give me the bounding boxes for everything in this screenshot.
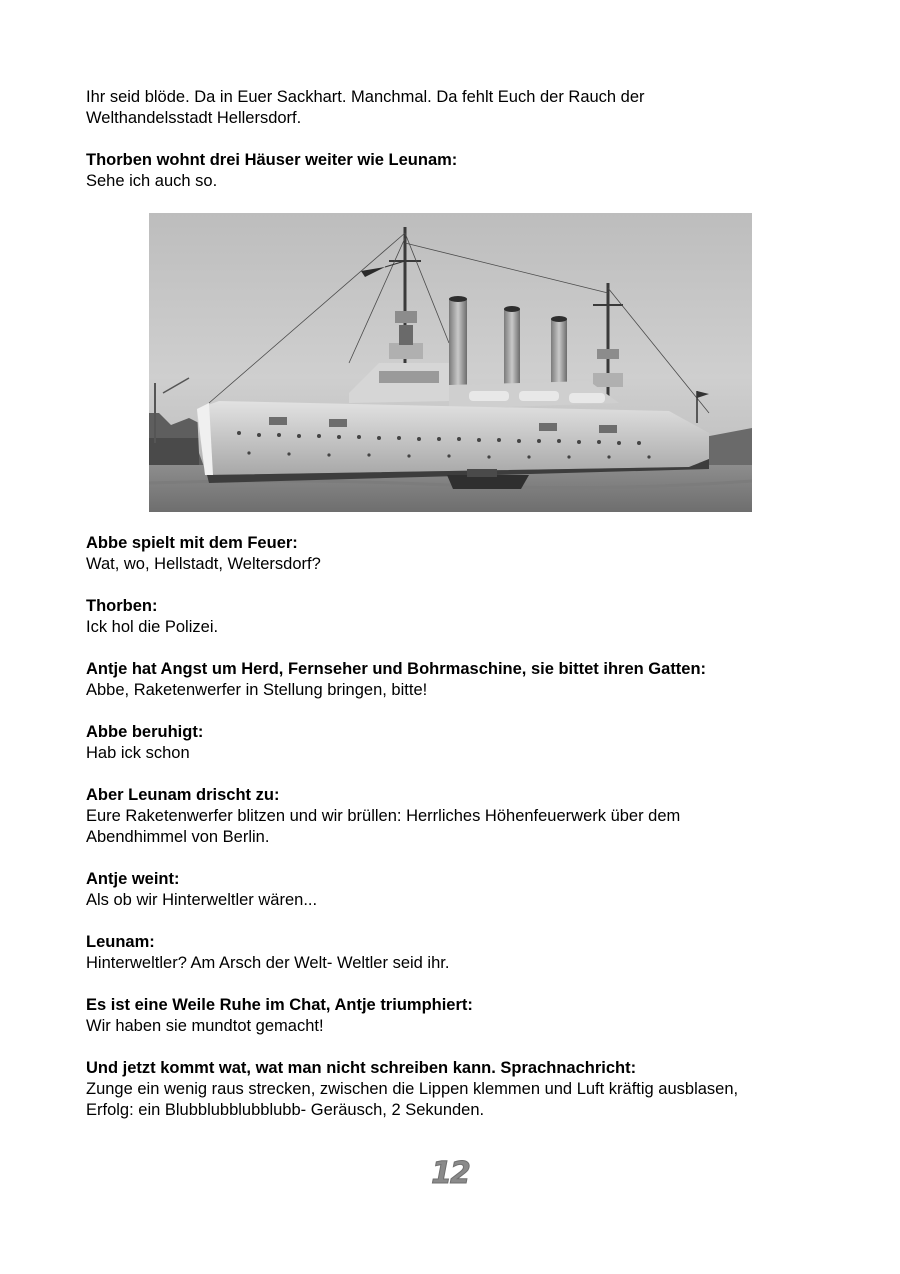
intro-line: Welthandelsstadt Hellersdorf. [86,109,302,127]
dialogue-line: Eure Raketenwerfer blitzen und wir brüllen: Herrliches Höhenfeuerwerk über dem [86,807,681,825]
dialogue-block [86,785,816,848]
speaker-heading: Leunam: [86,933,155,951]
speaker-heading: Abbe spielt mit dem Feuer: [86,534,298,552]
dialogue-block [86,722,816,764]
dialogue-block [86,869,816,911]
dialogue-block [86,596,816,638]
dialogue-line: Hab ick schon [86,744,190,762]
intro-line: Ihr seid blöde. Da in Euer Sackhart. Manchmal. Da fehlt Euch der Rauch der [86,88,645,106]
speaker-heading: Abbe beruhigt: [86,723,204,741]
dialogue-block [86,659,816,701]
speaker-heading: Aber Leunam drischt zu: [86,786,280,804]
dialogue-line: Abendhimmel von Berlin. [86,828,270,846]
speaker-heading: Es ist eine Weile Ruhe im Chat, Antje triumphiert: [86,996,473,1014]
dialogue-line: Ick hol die Polizei. [86,618,219,636]
dialogue-line: Sehe ich auch so. [86,172,218,190]
dialogue-line: Als ob wir Hinterweltler wären... [86,891,318,909]
speaker-heading: Thorben: [86,597,158,615]
page-number: 12 [431,1156,469,1191]
dialogue-line: Wat, wo, Hellstadt, Weltersdorf? [86,555,321,573]
dialogue-block [86,533,816,575]
dialogue-line: Zunge ein wenig raus strecken, zwischen die Lippen klemmen und Luft kräftig ausblasen, [86,1080,739,1098]
dialogue-line: Wir haben sie mundtot gemacht! [86,1017,324,1035]
dialogue-block [86,1058,816,1121]
speaker-heading: Und jetzt kommt wat, wat man nicht schreiben kann. Sprachnachricht: [86,1059,637,1077]
dialogue-line: Erfolg: ein Blubblubblubblubb- Geräusch, 2 Sekunden. [86,1101,485,1119]
dialogue-block [86,150,816,192]
speaker-heading: Antje weint: [86,870,180,888]
document-page [86,87,816,1142]
warship-photo [149,213,752,512]
dialogue-block [86,995,816,1037]
dialogue-line: Abbe, Raketenwerfer in Stellung bringen, bitte! [86,681,428,699]
speaker-heading: Antje hat Angst um Herd, Fernseher und Bohrmaschine, sie bittet ihren Gatten: [86,660,707,678]
speaker-heading: Thorben wohnt drei Häuser weiter wie Leunam: [86,151,458,169]
dialogue-block [86,932,816,974]
intro-paragraph [86,87,816,129]
dialogue-line: Hinterweltler? Am Arsch der Welt- Weltler seid ihr. [86,954,450,972]
